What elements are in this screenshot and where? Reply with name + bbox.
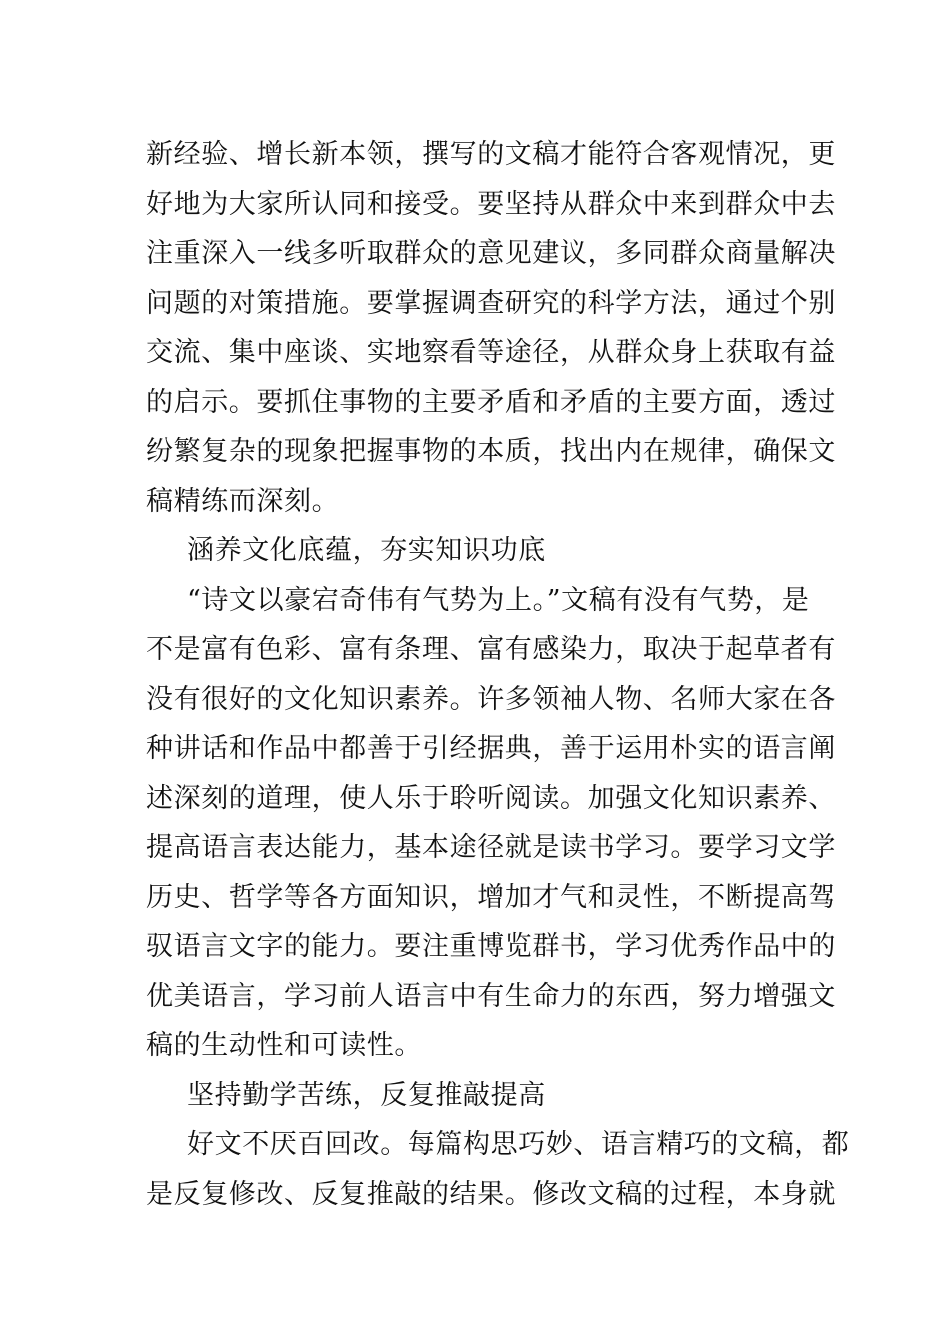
paragraph-line: 述深刻的道理，使人乐于聆听阅读。加强文化知识素养、 — [146, 782, 836, 814]
paragraph-line: 提高语言表达能力，基本途径就是读书学习。要学习文学 — [146, 832, 836, 863]
paragraph-line: 优美语言，学习前人语言中有生命力的东西，努力增强文 — [146, 980, 836, 1012]
paragraph-line: 交流、集中座谈、实地察看等途径，从群众身上获取有益 — [146, 337, 836, 368]
paragraph-line: 好文不厌百回改。每篇构思巧妙、语言精巧的文稿，都 — [187, 1129, 850, 1160]
paragraph-line: 注重深入一线多听取群众的意见建议，多同群众商量解决 — [146, 238, 836, 269]
paragraph-line: 纷繁复杂的现象把握事物的本质，找出内在规律，确保文 — [146, 436, 836, 467]
section-heading: 坚持勤学苦练，反复推敲提高 — [187, 1079, 546, 1111]
paragraph-line: 的启示。要抓住事物的主要矛盾和矛盾的主要方面，透过 — [146, 386, 836, 418]
paragraph-line: 没有很好的文化知识素养。许多领袖人物、名师大家在各 — [146, 683, 836, 715]
paragraph-line: 种讲话和作品中都善于引经据典，善于运用朴实的语言阐 — [146, 733, 836, 764]
paragraph-line: 好地为大家所认同和接受。要坚持从群众中来到群众中去 — [146, 188, 836, 220]
paragraph-line: 稿精练而深刻。 — [146, 485, 340, 517]
paragraph-line: 历史、哲学等各方面知识，增加才气和灵性，不断提高驾 — [146, 881, 836, 913]
paragraph-line: 是反复修改、反复推敲的结果。修改文稿的过程，本身就 — [146, 1178, 836, 1210]
paragraph-line: 不是富有色彩、富有条理、富有感染力，取决于起草者有 — [146, 634, 836, 665]
paragraph-line: “诗文以豪宕奇伟有气势为上。”文稿有没有气势，是 — [187, 584, 810, 616]
paragraph-line: 新经验、增长新本领，撰写的文稿才能符合客观情况，更 — [146, 139, 836, 170]
paragraph-line: 问题的对策措施。要掌握调查研究的科学方法，通过个别 — [146, 287, 836, 319]
section-heading: 涵养文化底蕴，夯实知识功底 — [187, 535, 546, 566]
document-body — [146, 130, 850, 1219]
paragraph-line: 驭语言文字的能力。要注重博览群书，学习优秀作品中的 — [146, 931, 836, 962]
paragraph-line: 稿的生动性和可读性。 — [146, 1030, 422, 1061]
